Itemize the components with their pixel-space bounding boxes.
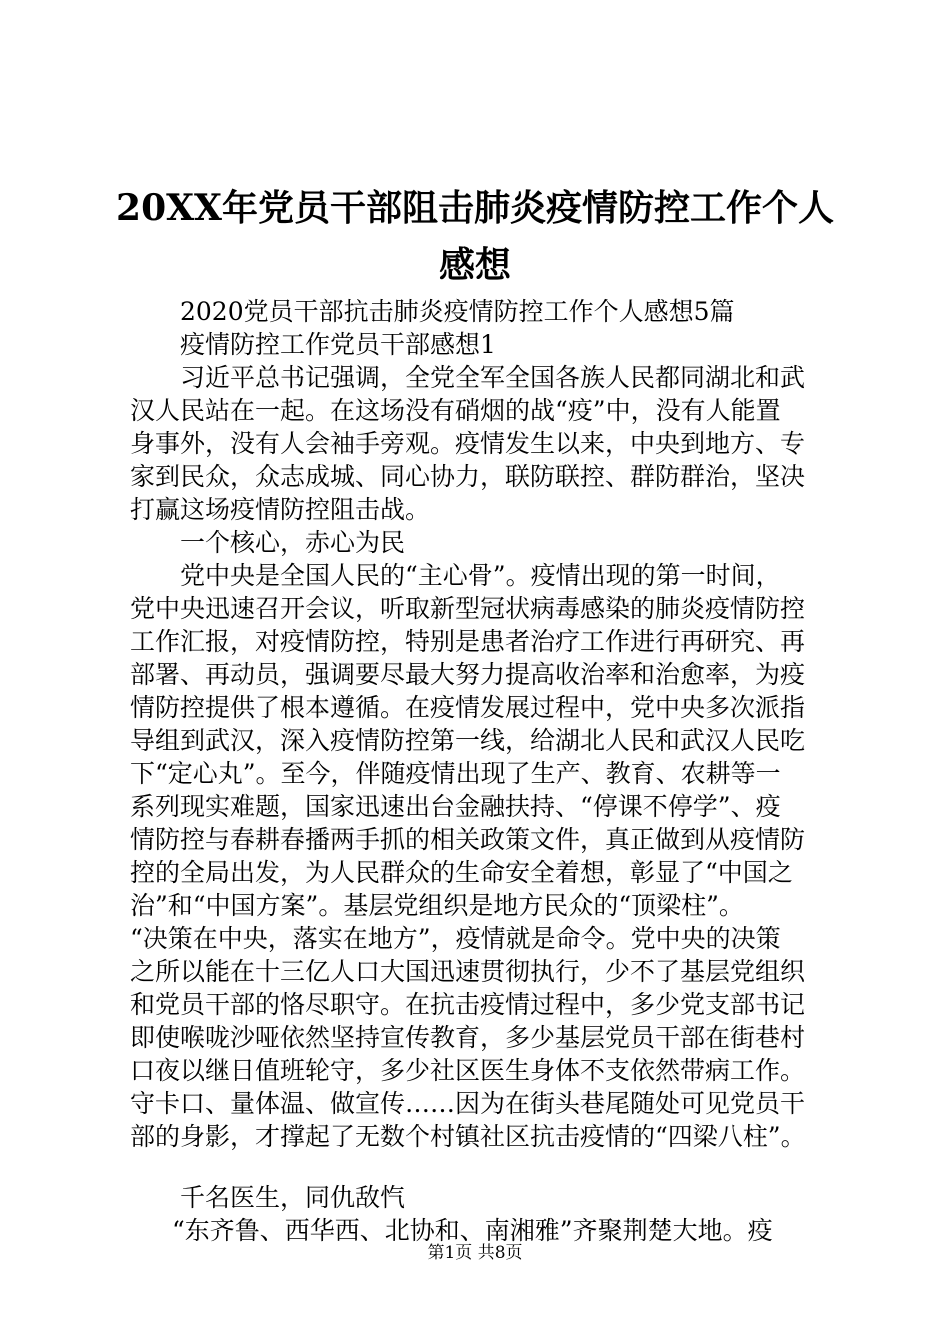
page-number-footer: 第1页 共8页 <box>427 1243 523 1263</box>
body-line: “决策在中央，落实在地方”，疫情就是命令。党中央的决策 <box>130 924 781 953</box>
body-line: 疫情防控工作党员干部感想1 <box>180 330 496 359</box>
body-line: 和党员干部的恪尽职守。在抗击疫情过程中，多少党支部书记 <box>130 990 806 1019</box>
body-line: 守卡口、量体温、做宣传……因为在街头巷尾随处可见党员干 <box>130 1089 806 1118</box>
body-line: 治”和“中国方案”。基层党组织是地方民众的“顶梁柱”。 <box>130 891 744 920</box>
document-title-line-1: 20XX年党员干部阻击肺炎疫情防控工作个人 <box>116 187 834 229</box>
body-line: 控的全局出发，为人民群众的生命安全着想，彰显了“中国之 <box>130 858 793 887</box>
body-line: 口夜以继日值班轮守，多少社区医生身体不支依然带病工作。 <box>130 1056 806 1085</box>
body-line: 习近平总书记强调，全党全军全国各族人民都同湖北和武 <box>180 363 806 392</box>
body-line: 情防控提供了根本遵循。在疫情发展过程中，党中央多次派指 <box>130 693 806 722</box>
body-line: 党中央迅速召开会议，听取新型冠状病毒感染的肺炎疫情防控 <box>130 594 806 623</box>
body-line: 部的身影，才撑起了无数个村镇社区抗击疫情的“四梁八柱”。 <box>130 1122 806 1151</box>
section-heading: 一个核心，赤心为民 <box>180 528 406 557</box>
body-line: 部署、再动员，强调要尽最大努力提高收治率和治愈率，为疫 <box>130 660 806 689</box>
body-line: 党中央是全国人民的“主心骨”。疫情出现的第一时间， <box>180 561 781 590</box>
body-line: 情防控与春耕春播两手抓的相关政策文件，真正做到从疫情防 <box>130 825 806 854</box>
body-line: 之所以能在十三亿人口大国迅速贯彻执行，少不了基层党组织 <box>130 957 806 986</box>
body-line: 汉人民站在一起。在这场没有硝烟的战“疫”中，没有人能置 <box>130 396 781 425</box>
body-line: “东齐鲁、西华西、北协和、南湘雅”齐聚荆楚大地。疫 <box>172 1216 773 1245</box>
document-title-line-2: 感想 <box>438 244 511 286</box>
body-line: 即使喉咙沙哑依然坚持宣传教育，多少基层党员干部在街巷村 <box>130 1023 806 1052</box>
body-line: 家到民众，众志成城、同心协力，联防联控、群防群治，坚决 <box>130 462 806 491</box>
body-line: 2020党员干部抗击肺炎疫情防控工作个人感想5篇 <box>180 297 735 326</box>
body-line: 身事外，没有人会袖手旁观。疫情发生以来，中央到地方、专 <box>130 429 806 458</box>
body-line: 打赢这场疫情防控阻击战。 <box>130 495 431 524</box>
body-line: 系列现实难题，国家迅速出台金融扶持、“停课不停学”、疫 <box>130 792 781 821</box>
body-line: 下“定心丸”。至今，伴随疫情出现了生产、教育、农耕等一 <box>130 759 781 788</box>
section-heading: 千名医生，同仇敌忾 <box>180 1183 406 1212</box>
body-line: 工作汇报，对疫情防控，特别是患者治疗工作进行再研究、再 <box>130 627 806 656</box>
body-line: 导组到武汉，深入疫情防控第一线，给湖北人民和武汉人民吃 <box>130 726 806 755</box>
